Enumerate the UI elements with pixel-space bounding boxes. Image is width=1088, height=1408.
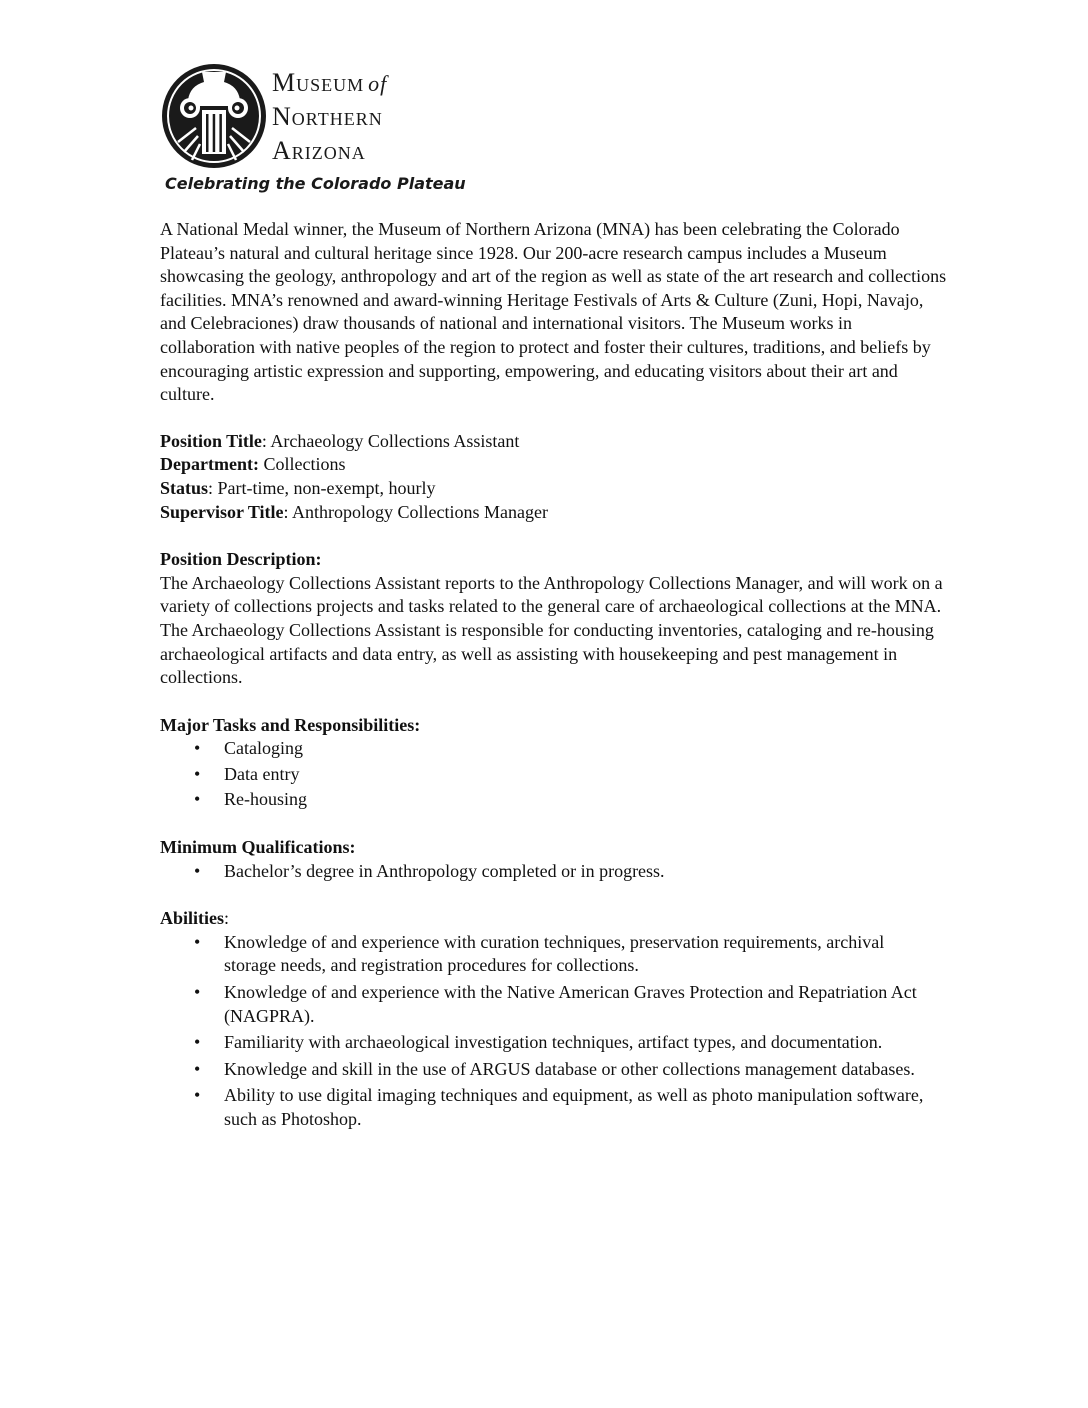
field-label: Department: [160,454,259,475]
museum-logo [160,62,466,202]
wordmark-museum: Museum [272,68,365,97]
logo-tagline: Celebrating the Colorado Plateau [165,174,466,193]
wordmark-line-2: Northern [272,102,383,131]
field-separator: : [208,477,218,498]
field-position-title [160,430,950,454]
section-heading: Minimum Qualifications: [160,837,356,858]
list-item-text: • Knowledge of and experience with curation techniques, preservation requirements, archival storage needs, and registration procedures for collections. [224,931,885,976]
field-value: Part-time, non-exempt, hourly [217,477,436,498]
list-item [160,981,950,1028]
list-item [160,1084,950,1131]
field-separator: : [261,430,271,451]
tasks-section [160,714,950,812]
field-label: Position Title [160,430,262,451]
list-item: • Cataloging [160,737,950,761]
wordmark-of: of [368,71,388,96]
abilities-list [160,931,950,1132]
field-supervisor-title [160,501,950,525]
list-item [160,931,950,978]
job-posting-body [160,218,950,1156]
intro-paragraph: A National Medal winner, the Museum of Northern Arizona (MNA) has been celebrating the Colorado Plateau’s natural and cultural heritage since 1928. Our 200-acre research campus includes a Museum showcasing the geology, anthropology and art of the region as well as state of the art research and collections facilities. MNA’s renowned and award-winning Heritage Festivals of Arts & Culture (Zuni, Hopi, Navajo, and Celebraciones) draw thousands of national and international visitors. The Museum works in collaboration with native peoples of the region to protect and foster their cultures, traditions, and beliefs by encouraging artistic expression and supporting, empowering, and educating visitors about their art and culture. [160,219,947,405]
list-item: • Bachelor’s degree in Anthropology completed or in progress. [160,860,950,884]
position-description-section [160,548,950,690]
museum-emblem-icon [160,62,268,170]
section-heading: Abilities [160,908,225,929]
field-status [160,477,950,501]
qualifications-list [160,860,950,884]
wordmark-line-1 [272,66,462,100]
tasks-list [160,737,950,812]
heading-suffix: : [224,908,230,929]
field-separator: : [283,501,293,522]
section-heading: Position Description: [160,549,322,570]
field-department [160,453,950,477]
list-item-text: • Knowledge and skill in the use of ARGUS database or other collections management databases. [224,1058,915,1079]
list-item [160,1031,950,1055]
field-label: Supervisor Title [160,501,284,522]
field-label: Status [160,477,209,498]
field-value: Archaeology Collections Assistant [270,430,520,451]
wordmark-line-3: Arizona [272,136,366,165]
abilities-section [160,907,950,1131]
list-item: • Data entry [160,763,950,787]
field-value: Collections [263,454,346,475]
section-heading: Major Tasks and Responsibilities: [160,714,421,735]
museum-wordmark [272,66,462,168]
list-item: • Re-housing [160,788,950,812]
position-description-text: The Archaeology Collections Assistant reports to the Anthropology Collections Manager, and will work on a variety of collections projects and tasks related to the general care of archaeological collections at the MNA. The Archaeology Collections Assistant is responsible for conducting inventories, cataloging and re-housing archaeological artifacts and data entry, as well as assisting with housekeeping and pest management in collections. [160,572,943,688]
position-fields [160,430,950,524]
list-item-text: • Knowledge of and experience with the Native American Graves Protection and Repatriation Act (NAGPRA). [224,982,917,1026]
qualifications-section [160,836,950,883]
field-value: Anthropology Collections Manager [292,501,549,522]
list-item [160,1058,950,1082]
abilities-heading [160,907,950,931]
list-item-text: • Familiarity with archaeological investigation techniques, artifact types, and documentation. [224,1032,883,1053]
list-item-text: • Ability to use digital imaging techniques and equipment, as well as photo manipulation software, such as Photoshop. [224,1085,924,1129]
